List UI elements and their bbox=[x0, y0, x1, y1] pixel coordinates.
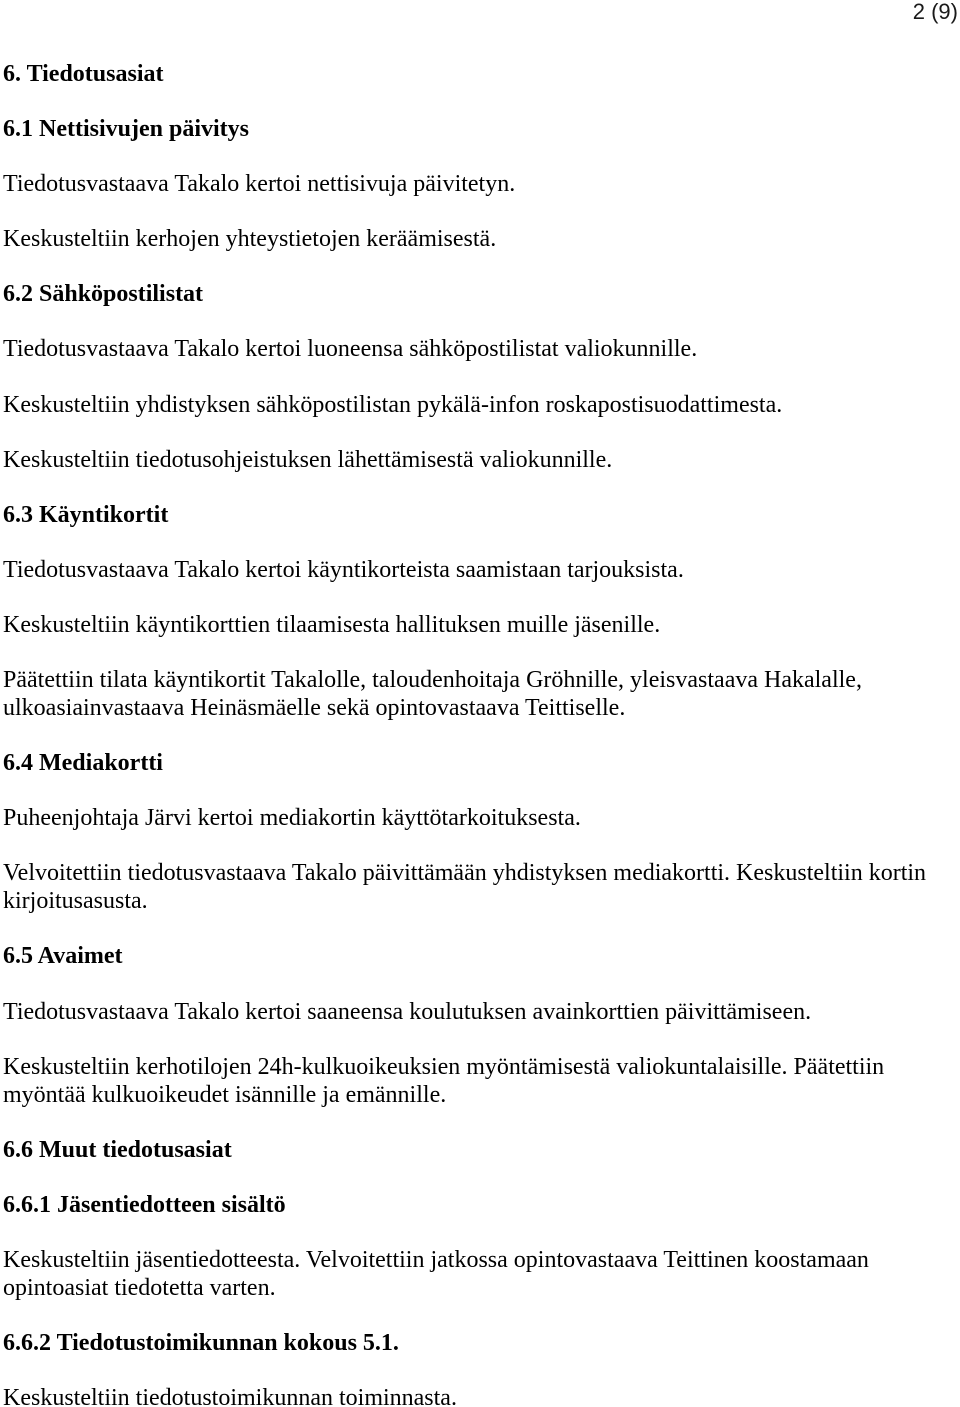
subsection-6-6-1 bbox=[3, 1191, 956, 1302]
paragraph: Velvoitettiin tiedotusvastaava Takalo päivittämään yhdistyksen mediakortti. Keskusteltiin kortin kirjoitusasusta. bbox=[3, 860, 927, 915]
section-heading: 6. Tiedotusasiat bbox=[3, 61, 164, 87]
paragraph: Päätettiin tilata käyntikortit Takalolle, taloudenhoitaja Gröhnille, yleisvastaava Hakalalle, ulkoasiainvastaava Heinäsmäelle sekä opintovastaava Teittiselle. bbox=[3, 667, 862, 722]
paragraph: Keskusteltiin käyntikorttien tilaamisesta hallituksen muille jäsenille. bbox=[3, 611, 661, 638]
page-number: 2 (9) bbox=[912, 0, 958, 24]
subsection-heading: 6.3 Käyntikortit bbox=[3, 501, 169, 528]
paragraph: Keskusteltiin tiedotustoimikunnan toiminnasta. bbox=[3, 1385, 457, 1407]
subsection-6-6 bbox=[3, 1136, 956, 1406]
paragraph: Keskusteltiin kerhotilojen 24h-kulkuoikeuksien myöntämisestä valiokuntalaisille. Päätettiin myöntää kulkuoikeudet isännille ja emännille. bbox=[3, 1053, 885, 1108]
paragraph: Keskusteltiin jäsentiedotteesta. Velvoitettiin jatkossa opintovastaava Teittinen koostamaan opintoasiat tiedotetta varten. bbox=[3, 1246, 869, 1301]
paragraph: Tiedotusvastaava Takalo kertoi luoneensa sähköpostilistat valiokunnille. bbox=[3, 336, 698, 363]
subsection-6-5 bbox=[3, 942, 956, 1108]
paragraph: Tiedotusvastaava Takalo kertoi saaneensa koulutuksen avainkorttien päivittämiseen. bbox=[3, 998, 812, 1025]
sub-subsection-heading: 6.6.2 Tiedotustoimikunnan kokous 5.1. bbox=[3, 1329, 399, 1356]
subsection-6-2 bbox=[3, 280, 956, 473]
subsection-6-1 bbox=[3, 115, 956, 253]
subsection-heading: 6.2 Sähköpostilistat bbox=[3, 281, 204, 308]
sub-subsection-heading: 6.6.1 Jäsentiedotteen sisältö bbox=[3, 1191, 286, 1218]
paragraph: Keskusteltiin tiedotusohjeistuksen lähettämisestä valiokunnille. bbox=[3, 446, 613, 473]
subsection-heading: 6.6 Muut tiedotusasiat bbox=[3, 1136, 232, 1163]
paragraph: Keskusteltiin yhdistyksen sähköpostilistan pykälä-infon roskapostisuodattimesta. bbox=[3, 391, 783, 418]
subsection-6-6-2 bbox=[3, 1329, 956, 1406]
subsection-6-3 bbox=[3, 501, 956, 722]
subsection-heading: 6.1 Nettisivujen päivitys bbox=[3, 116, 249, 143]
paragraph: Keskusteltiin kerhojen yhteystietojen keräämisestä. bbox=[3, 226, 497, 253]
paragraph: Tiedotusvastaava Takalo kertoi käyntikorteista saamistaan tarjouksista. bbox=[3, 556, 684, 583]
subsection-heading: 6.4 Mediakortti bbox=[3, 750, 163, 777]
paragraph: Tiedotusvastaava Takalo kertoi nettisivuja päivitetyn. bbox=[3, 171, 516, 198]
subsection-heading: 6.5 Avaimet bbox=[3, 943, 123, 970]
paragraph: Puheenjohtaja Järvi kertoi mediakortin käyttötarkoituksesta. bbox=[3, 805, 581, 832]
subsection-6-4 bbox=[3, 749, 956, 915]
